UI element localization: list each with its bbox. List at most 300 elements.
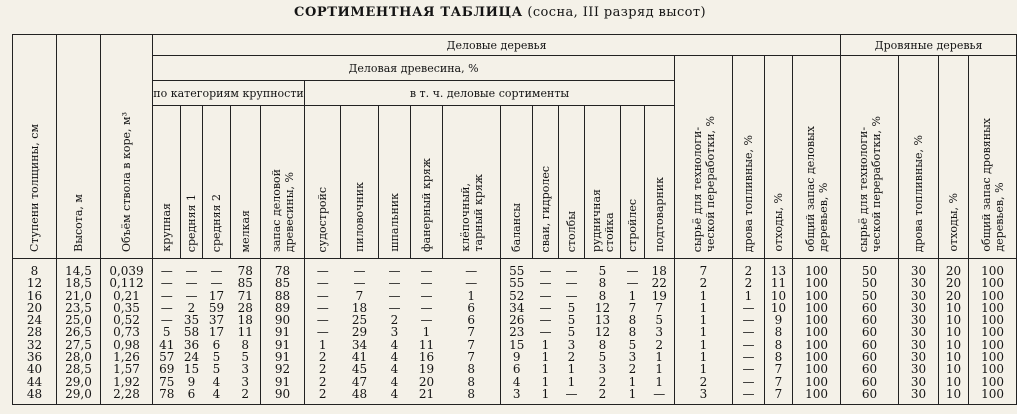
table-cell: 34: [351, 337, 368, 352]
table-cell: 16: [418, 350, 435, 365]
table-cell: —: [153, 314, 181, 326]
table-cell: 85: [231, 277, 261, 289]
table-cell: —: [305, 290, 341, 302]
table-cell: 30: [899, 351, 939, 363]
table-cell: 19: [645, 290, 675, 302]
table-cell: 10: [939, 326, 969, 338]
table-cell: 6: [443, 314, 501, 326]
table-cell: 52: [501, 290, 533, 302]
table-cell: 78: [261, 259, 305, 278]
table-cell: 100: [969, 290, 1017, 302]
table-cell: 100: [969, 339, 1017, 351]
table-cell: 10: [765, 302, 793, 314]
table-cell: 12: [594, 325, 611, 340]
table-cell: 48: [341, 388, 379, 405]
table-cell: 30: [899, 376, 939, 388]
table-cell: 1: [567, 362, 576, 377]
table-cell: 1,57: [101, 363, 153, 375]
table-cell: 8: [765, 339, 793, 351]
table-cell: —: [626, 276, 639, 291]
table-cell: 0,98: [101, 339, 153, 351]
table-cell: 10: [939, 302, 969, 314]
table-row: [13, 259, 1017, 278]
table-cell: 23,5: [57, 302, 101, 314]
col-svai: сваи, гидролес: [533, 106, 559, 259]
table-cell: —: [153, 290, 181, 302]
col-balansy: балансы: [501, 106, 533, 259]
table-cell: 89: [261, 302, 305, 314]
table-cell: 100: [969, 259, 1017, 278]
table-cell: —: [733, 314, 765, 326]
table-cell: 7: [765, 388, 793, 405]
table-cell: —: [305, 326, 341, 338]
table-cell: 1: [541, 350, 550, 365]
table-body: [13, 259, 1017, 405]
table-cell: 1: [675, 290, 733, 302]
table-cell: 100: [969, 351, 1017, 363]
col-othody-firewood: отходы, %: [939, 56, 969, 259]
table-cell: 7: [355, 288, 364, 303]
table-cell: 91: [261, 376, 305, 388]
table-cell: 1: [675, 326, 733, 338]
table-cell: —: [443, 259, 501, 278]
table-cell: 8: [598, 276, 607, 291]
group-by-size: по категориям крупности: [153, 81, 305, 106]
table-cell: 37: [208, 313, 225, 328]
table-cell: 30: [899, 326, 939, 338]
table-cell: 60: [841, 326, 899, 338]
table-cell: 20: [939, 290, 969, 302]
table-cell: 9: [501, 351, 533, 363]
table-cell: —: [210, 276, 223, 291]
table-row: [13, 326, 1017, 338]
table-cell: 14,5: [57, 259, 101, 278]
table-cell: 4: [390, 337, 399, 352]
table-cell: 69: [153, 363, 181, 375]
table-cell: 2: [305, 351, 341, 363]
table-cell: 60: [841, 351, 899, 363]
table-cell: —: [539, 276, 552, 291]
page-title: [0, 5, 1000, 20]
col-stolby: столбы: [559, 106, 585, 259]
table-cell: 50: [841, 259, 899, 278]
table-cell: 10: [939, 314, 969, 326]
table-cell: 21: [411, 388, 443, 405]
table-cell: 7: [443, 351, 501, 363]
table-cell: 100: [793, 302, 841, 314]
table-cell: 41: [351, 350, 368, 365]
table-cell: 7: [443, 339, 501, 351]
table-cell: 2: [187, 300, 196, 315]
col-volume: Объём ствола в коре, м³: [101, 35, 153, 259]
table-cell: 26: [501, 314, 533, 326]
table-cell: 2: [598, 374, 607, 389]
title-sub: (сосна, III разряд высот): [527, 5, 706, 20]
group-business-wood: Деловая древесина, %: [153, 56, 675, 81]
table-cell: 24: [13, 314, 57, 326]
col-thickness: Ступени толщины, см: [13, 35, 57, 259]
table-cell: 100: [793, 339, 841, 351]
table-cell: 11: [231, 326, 261, 338]
table-cell: 30: [899, 290, 939, 302]
group-firewood-trees: Дровяные деревья: [841, 35, 1017, 56]
table-cell: —: [305, 302, 341, 314]
table-cell: 7: [675, 259, 733, 278]
table-cell: 28: [13, 326, 57, 338]
table-cell: 7: [645, 302, 675, 314]
table-cell: 1: [533, 388, 559, 405]
table-cell: 1,26: [101, 351, 153, 363]
table-cell: 4: [379, 388, 411, 405]
table-cell: 8: [598, 288, 607, 303]
table-cell: 18: [645, 259, 675, 278]
table-cell: 34: [501, 302, 533, 314]
table-cell: 100: [969, 314, 1017, 326]
table-cell: 0,73: [101, 326, 153, 338]
table-cell: 0,52: [101, 314, 153, 326]
table-cell: 5: [645, 314, 675, 326]
table-cell: 78: [153, 388, 181, 405]
table-cell: —: [388, 300, 401, 315]
col-klepochny: клёпочный, тарный кряж: [443, 106, 501, 259]
table-cell: 17: [208, 325, 225, 340]
table-cell: 8: [13, 259, 57, 278]
table-cell: 25: [351, 313, 368, 328]
table-cell: 59: [208, 300, 225, 315]
table-cell: 1: [675, 314, 733, 326]
table-cell: 12: [13, 277, 57, 289]
table-cell: 4: [501, 376, 533, 388]
table-cell: 8: [231, 339, 261, 351]
table-cell: 1: [541, 362, 550, 377]
table-cell: 11: [765, 277, 793, 289]
table-cell: 8: [443, 376, 501, 388]
col-syrye-business: сырьё для технологи- ческой переработки, %: [675, 56, 733, 259]
table-cell: 8: [628, 313, 637, 328]
table-cell: 2: [305, 376, 341, 388]
table-cell: 60: [841, 339, 899, 351]
table-cell: 88: [261, 290, 305, 302]
table-cell: —: [185, 264, 198, 278]
table-cell: 91: [261, 339, 305, 351]
col-height: Высота, м: [57, 35, 101, 259]
table-cell: —: [420, 313, 433, 328]
table-cell: 30: [899, 314, 939, 326]
table-cell: 8: [598, 337, 607, 352]
table-cell: 12: [594, 300, 611, 315]
table-cell: 5: [212, 362, 221, 377]
table-cell: 2: [305, 363, 341, 375]
table-cell: 30: [899, 259, 939, 278]
table-cell: 90: [261, 388, 305, 405]
table-cell: 0,112: [101, 277, 153, 289]
table-cell: 100: [793, 388, 841, 405]
table-cell: 9: [765, 314, 793, 326]
table-cell: 10: [939, 376, 969, 388]
table-cell: 15: [501, 339, 533, 351]
table-cell: 2: [675, 376, 733, 388]
table-cell: 44: [13, 376, 57, 388]
table-row: [13, 388, 1017, 405]
table-cell: 1: [305, 339, 341, 351]
table-cell: —: [626, 264, 639, 278]
table-cell: 27,5: [57, 339, 101, 351]
table-cell: 3: [598, 362, 607, 377]
table-cell: 10: [939, 388, 969, 405]
table-cell: —: [443, 277, 501, 289]
table-cell: —: [388, 288, 401, 303]
table-cell: 1: [628, 374, 637, 389]
col-drova-firewood: дрова топливные, %: [899, 56, 939, 259]
table-cell: —: [733, 376, 765, 388]
col-shpalnik: шпальник: [379, 106, 411, 259]
table-cell: —: [185, 276, 198, 291]
table-cell: 7: [765, 363, 793, 375]
table-cell: 100: [969, 376, 1017, 388]
table-cell: 2,28: [101, 388, 153, 405]
title-main: СОРТИМЕНТНАЯ ТАБЛИЦА: [294, 5, 523, 20]
col-stroyles: стройлес: [621, 106, 645, 259]
table-cell: 1: [645, 363, 675, 375]
table-cell: 13: [765, 259, 793, 278]
table-cell: —: [733, 351, 765, 363]
table-cell: 5: [628, 337, 637, 352]
table-cell: 4: [203, 388, 231, 405]
table-cell: 8: [765, 351, 793, 363]
table-cell: 40: [13, 363, 57, 375]
table-cell: 55: [501, 259, 533, 278]
table-cell: —: [153, 302, 181, 314]
table-cell: —: [388, 276, 401, 291]
table-cell: 16: [13, 290, 57, 302]
table-cell: 11: [418, 337, 435, 352]
table-cell: —: [565, 288, 578, 303]
table-row: [13, 277, 1017, 289]
table-cell: 13: [594, 313, 611, 328]
table-cell: 60: [841, 314, 899, 326]
table-cell: 8: [628, 325, 637, 340]
table-cell: —: [733, 339, 765, 351]
table-cell: 7: [628, 300, 637, 315]
table-cell: 1,92: [101, 376, 153, 388]
col-faner: фанерный кряж: [411, 106, 443, 259]
table-cell: 10: [939, 363, 969, 375]
table-cell: 30: [899, 388, 939, 405]
table-cell: 100: [793, 290, 841, 302]
table-cell: 2: [567, 350, 576, 365]
table-cell: —: [353, 276, 366, 291]
table-cell: —: [539, 325, 552, 340]
table-cell: 30: [899, 363, 939, 375]
table-cell: 8: [443, 363, 501, 375]
table-cell: 2: [585, 388, 621, 405]
table-cell: 1: [422, 325, 431, 340]
table-cell: 5: [567, 300, 576, 315]
table-cell: —: [733, 302, 765, 314]
col-medium2: средняя 2: [203, 106, 231, 259]
table-cell: 75: [153, 376, 181, 388]
table-cell: 10: [939, 351, 969, 363]
table-cell: 1: [645, 376, 675, 388]
col-pilovochnik: пиловочник: [341, 106, 379, 259]
table-cell: 18: [351, 300, 368, 315]
col-othody-business: отходы, %: [765, 56, 793, 259]
table-cell: 20: [939, 277, 969, 289]
table-cell: 100: [793, 376, 841, 388]
table-cell: 30: [899, 277, 939, 289]
table-cell: 41: [153, 339, 181, 351]
table-cell: —: [539, 313, 552, 328]
group-incl-assortments: в т. ч. деловые сортименты: [305, 81, 675, 106]
table-cell: —: [733, 363, 765, 375]
table-cell: —: [420, 264, 433, 278]
table-cell: 1: [675, 302, 733, 314]
table-cell: 4: [390, 374, 399, 389]
table-cell: 3: [567, 337, 576, 352]
table-cell: 20: [939, 259, 969, 278]
table-cell: 3: [645, 326, 675, 338]
table-cell: 28: [231, 302, 261, 314]
table-cell: 5: [598, 350, 607, 365]
table-cell: 3: [390, 325, 399, 340]
table-cell: 45: [351, 362, 368, 377]
table-cell: 4: [212, 374, 221, 389]
table-cell: 5: [567, 313, 576, 328]
table-cell: —: [559, 388, 585, 405]
table-cell: 30: [899, 302, 939, 314]
table-cell: —: [305, 314, 341, 326]
table-cell: 55: [501, 277, 533, 289]
table-cell: 1: [675, 363, 733, 375]
table-cell: 3: [628, 350, 637, 365]
table-cell: 91: [261, 351, 305, 363]
table-cell: 6: [181, 388, 203, 405]
table-cell: 100: [793, 259, 841, 278]
table-cell: 24: [183, 350, 200, 365]
table-cell: —: [733, 388, 765, 405]
table-cell: 26,5: [57, 326, 101, 338]
table-cell: 20: [13, 302, 57, 314]
table-cell: 4: [390, 350, 399, 365]
table-cell: —: [733, 326, 765, 338]
table-cell: 20: [418, 374, 435, 389]
table-cell: 5: [153, 326, 181, 338]
table-cell: 50: [841, 277, 899, 289]
table-cell: —: [420, 276, 433, 291]
col-drova-business: дрова топливные, %: [733, 56, 765, 259]
table-cell: —: [388, 264, 401, 278]
table-cell: —: [539, 264, 552, 278]
table-cell: —: [539, 300, 552, 315]
table-cell: 5: [567, 325, 576, 340]
table-cell: 8: [443, 388, 501, 405]
table-cell: 10: [765, 290, 793, 302]
table-cell: 1: [675, 339, 733, 351]
table-cell: —: [539, 288, 552, 303]
table-cell: —: [210, 264, 223, 278]
table-cell: 100: [793, 351, 841, 363]
table-cell: 28,0: [57, 351, 101, 363]
table-cell: 2: [645, 339, 675, 351]
table-cell: —: [185, 288, 198, 303]
table-cell: 0,039: [101, 259, 153, 278]
col-total-firewood: общий запас дровяных деревьев, %: [969, 56, 1017, 259]
table-cell: 60: [841, 376, 899, 388]
table-cell: 36: [13, 351, 57, 363]
table-cell: 3: [231, 363, 261, 375]
table-cell: 8: [765, 326, 793, 338]
table-cell: —: [420, 288, 433, 303]
table-cell: 0,21: [101, 290, 153, 302]
col-rudnichnaya: рудничная стойка: [585, 106, 621, 259]
table-cell: 91: [261, 326, 305, 338]
table-cell: 1: [645, 351, 675, 363]
table-cell: 30: [899, 339, 939, 351]
table-cell: 1: [621, 388, 645, 405]
col-podtovarnik: подтоварник: [645, 106, 675, 259]
col-stock: запас деловой древесины, %: [261, 106, 305, 259]
table-cell: 100: [969, 326, 1017, 338]
table-cell: 1: [541, 374, 550, 389]
col-syrye-firewood: сырьё для технологи- ческой переработки, %: [841, 56, 899, 259]
table-cell: 78: [231, 259, 261, 278]
table-cell: 1: [733, 290, 765, 302]
table-cell: 100: [969, 277, 1017, 289]
table-cell: 17: [208, 288, 225, 303]
table-cell: —: [153, 259, 181, 278]
table-cell: 6: [501, 363, 533, 375]
table-cell: —: [305, 259, 341, 278]
table-cell: 2: [231, 388, 261, 405]
table-cell: 1: [628, 288, 637, 303]
table-cell: 50: [841, 290, 899, 302]
table-cell: 18: [231, 314, 261, 326]
table-cell: —: [305, 277, 341, 289]
table-cell: 15: [183, 362, 200, 377]
col-small: мелкая: [231, 106, 261, 259]
table-cell: 100: [969, 388, 1017, 405]
group-business-trees: Деловые деревья: [153, 35, 841, 56]
table-cell: 90: [261, 314, 305, 326]
table-cell: 21,0: [57, 290, 101, 302]
table-cell: 3: [675, 388, 733, 405]
table-cell: 92: [261, 363, 305, 375]
table-cell: 60: [841, 363, 899, 375]
table-cell: 71: [231, 290, 261, 302]
table-cell: 100: [793, 326, 841, 338]
table-cell: 85: [261, 277, 305, 289]
col-total-business: общий запас деловых деревьев, %: [793, 56, 841, 259]
table-cell: —: [565, 276, 578, 291]
table-cell: 10: [939, 339, 969, 351]
col-medium1: средняя 1: [181, 106, 203, 259]
table-cell: 2: [733, 277, 765, 289]
table-cell: 6: [443, 302, 501, 314]
table-cell: —: [420, 300, 433, 315]
table-cell: —: [353, 264, 366, 278]
table-cell: 19: [418, 362, 435, 377]
table-cell: 60: [841, 388, 899, 405]
table-cell: 60: [841, 302, 899, 314]
table-cell: 1: [567, 374, 576, 389]
table-cell: 48: [13, 388, 57, 405]
table-cell: 5: [212, 350, 221, 365]
table-cell: 47: [351, 374, 368, 389]
table-cell: 3: [501, 388, 533, 405]
table-cell: 32: [13, 339, 57, 351]
table-cell: 28,5: [57, 363, 101, 375]
table-cell: 29: [351, 325, 368, 340]
